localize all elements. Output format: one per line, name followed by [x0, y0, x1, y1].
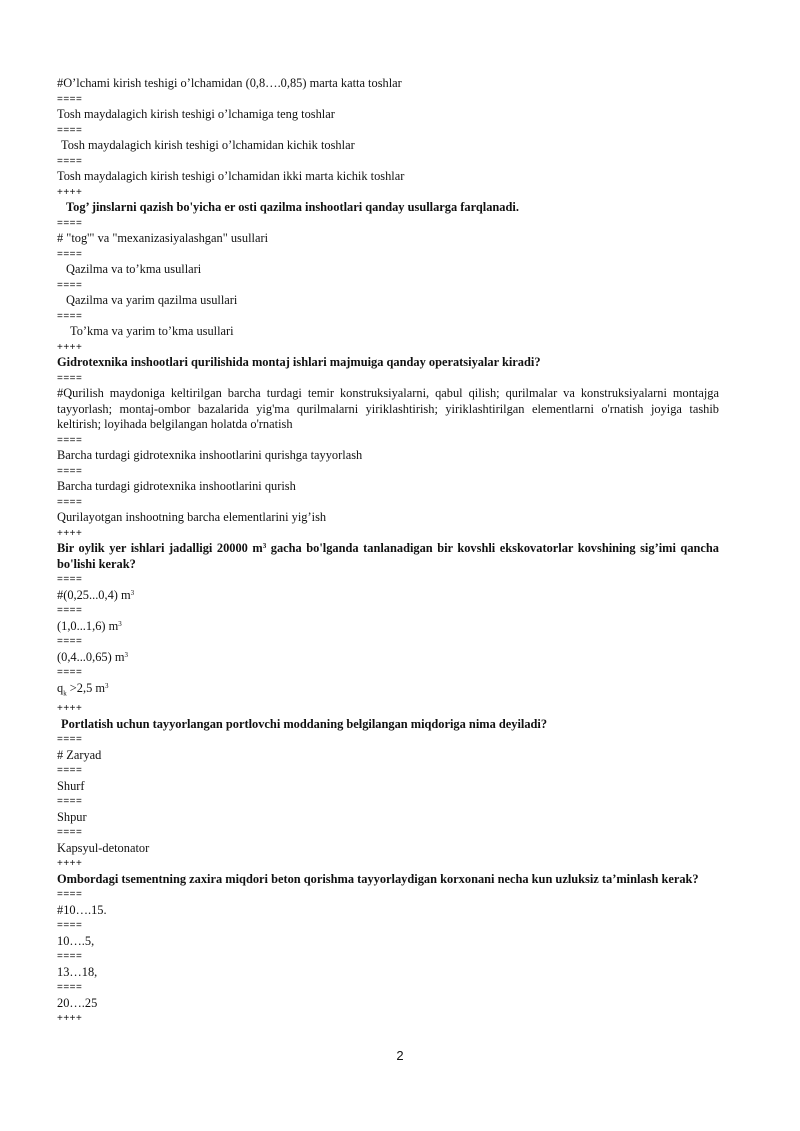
separator: ====: [57, 574, 83, 585]
answer-option: 10….5,: [57, 933, 95, 948]
question-text: Tog’ jinslarni qazish bo'yicha er osti qazilma inshootlari qanday usullarga farqlanadi.: [66, 200, 519, 214]
answer-option: (1,0...1,6) $m^3$: [57, 618, 122, 633]
answer-option: Shpur: [57, 809, 87, 824]
separator: ====: [57, 734, 83, 746]
separator: ++++: [57, 1013, 83, 1025]
separator: ====: [57, 124, 83, 136]
separator: ++++: [57, 341, 83, 353]
question-text: Ombordagi tsementning zaxira miqdori beton qorishma tayyorlaydigan korxonani necha kun uzluksiz ta’minlash kerak?: [57, 871, 699, 886]
answer-option: To’kma va yarim to’kma usullari: [70, 324, 234, 338]
separator: ++++: [57, 527, 83, 539]
separator: ====: [57, 951, 83, 963]
question-text: gacha bo'lganda tanlanadigan bir kovshli ekskovatorlar kovshining sig’imi qancha bo'lishi kerak?: [57, 541, 719, 571]
separator: ====: [57, 372, 83, 384]
separator: ====: [57, 496, 83, 508]
answer-option: # Zaryad: [57, 747, 102, 762]
answer-option: 13…18,: [57, 964, 98, 979]
separator: ====: [57, 279, 83, 291]
answer-option: (0,4...0,65) $m^3$: [57, 649, 128, 664]
separator: ====: [57, 827, 83, 839]
question-text: Portlatish uchun tayyorlangan portlovchi moddaning belgilangan miqdoriga nima deyiladi?: [61, 716, 548, 731]
answer-option: Qazilma va to’kma usullari: [66, 262, 202, 276]
answer-option: Kapsyul-detonator: [57, 840, 150, 855]
document-body: [57, 76, 719, 1027]
separator: ====: [57, 920, 83, 932]
answer-option: 20….25: [57, 995, 98, 1010]
separator: ====: [57, 667, 83, 678]
separator: ====: [57, 93, 83, 105]
answer-option: #(0,25...0,4) $m^3$: [57, 587, 135, 602]
separator: ====: [57, 434, 83, 446]
answer-option: $q_k >2,5$ $m^3$: [57, 680, 109, 697]
question-block-2: [57, 701, 719, 1027]
separator: ====: [57, 889, 83, 901]
superscript: 3: [262, 542, 267, 550]
answer-option: # "tog'" va "mexanizasiyalashgan" usullari: [57, 231, 269, 245]
question-excavator-bucket: [57, 541, 719, 572]
separator: ++++: [57, 186, 83, 198]
answer-option: Tosh maydalagich kirish teshigi o’lchamidan ikki marta kichik toshlar: [57, 169, 405, 183]
answer-option: Barcha turdagi gidrotexnika inshootlarini qurishga tayyorlash: [57, 448, 363, 462]
answer-option: #10….15.: [57, 902, 107, 917]
separator: ++++: [57, 858, 83, 870]
answer-option: Tosh maydalagich kirish teshigi o’lchamidan kichik toshlar: [61, 138, 355, 152]
separator: ====: [57, 465, 83, 477]
question-text: Gidrotexnika inshootlari qurilishida montaj ishlari majmuiga qanday operatsiyalar kiradi?: [57, 355, 541, 369]
separator: ====: [57, 217, 83, 229]
question-block-1: [57, 76, 719, 541]
answer-option: Shurf: [57, 778, 85, 793]
separator: ====: [57, 796, 83, 808]
separator: ====: [57, 982, 83, 994]
answer-option: Barcha turdagi gidrotexnika inshootlarini qurish: [57, 479, 296, 493]
answer-option: Qazilma va yarim qazilma usullari: [66, 293, 238, 307]
answer-option: #O’lchami kirish teshigi o’lchamidan (0,8….0,85) marta katta toshlar: [57, 76, 402, 90]
separator: ====: [57, 248, 83, 260]
separator: ====: [57, 155, 83, 167]
answer-option: Qurilayotgan inshootning barcha elementlarini yig’ish: [57, 510, 327, 524]
separator: ====: [57, 310, 83, 322]
separator: ====: [57, 636, 83, 647]
separator: ++++: [57, 703, 83, 715]
question-text: Bir oylik yer ishlari jadalligi 20000 m: [57, 541, 263, 555]
answer-option: #Qurilish maydoniga keltirilgan barcha turdagi temir konstruksiyalarni, qabul qilish; qurilmalar va konstruksiyalarni montajga tayyorlash; montaj-ombor bazalarida yig'ma qurilmalarni yiriklashtirish; yiriklashtirilgan elementlarni o'rnatish joyiga tashib keltirish; loyihada belgilangan holatda o'rnatish: [57, 386, 719, 431]
separator: ====: [57, 765, 83, 777]
page-number: 2: [396, 1048, 404, 1063]
answer-option: Tosh maydalagich kirish teshigi o’lchamiga teng toshlar: [57, 107, 335, 121]
separator: ====: [57, 605, 83, 616]
